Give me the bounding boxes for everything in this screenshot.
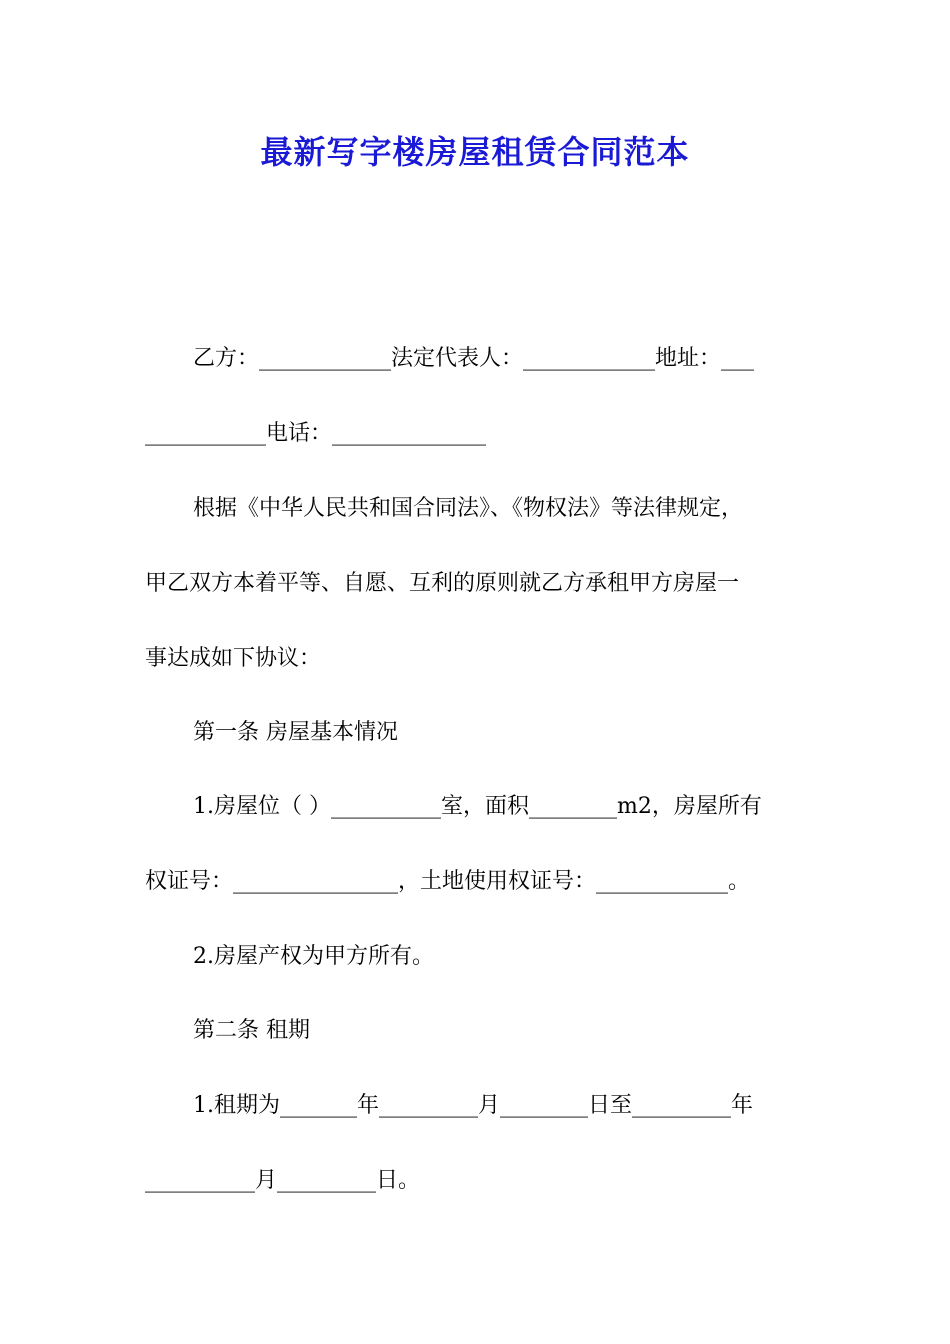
preamble-line-2: 甲乙双方本着平等、自愿、互利的原则就乙方承租甲方房屋一 [145,571,740,596]
party-b-line: 乙方：____________法定代表人：____________地址：___ [193,346,755,371]
article-1-item-2: 2.房屋产权为甲方所有。 [193,944,434,969]
preamble-line-3: 事达成如下协议： [145,646,322,671]
phone-line: ___________电话：______________ [145,421,487,446]
article-1-heading: 第一条 房屋基本情况 [193,720,398,745]
preamble-line-1: 根据《中华人民共和国合同法》、《物权法》等法律规定， [193,496,744,521]
document-title: 最新写字楼房屋租赁合同范本 [260,133,690,171]
article-2-item-1-cont: __________月_________日。 [145,1168,421,1193]
article-1-item-1-cont: 权证号：_______________，土地使用权证号：____________。 [145,869,751,894]
article-2-heading: 第二条 租期 [193,1018,310,1043]
article-2-item-1: 1.租期为_______年_________月________日至_________年 [193,1093,753,1118]
article-1-item-1: 1.房屋位（ ）__________室，面积________m2，房屋所有 [193,794,762,819]
